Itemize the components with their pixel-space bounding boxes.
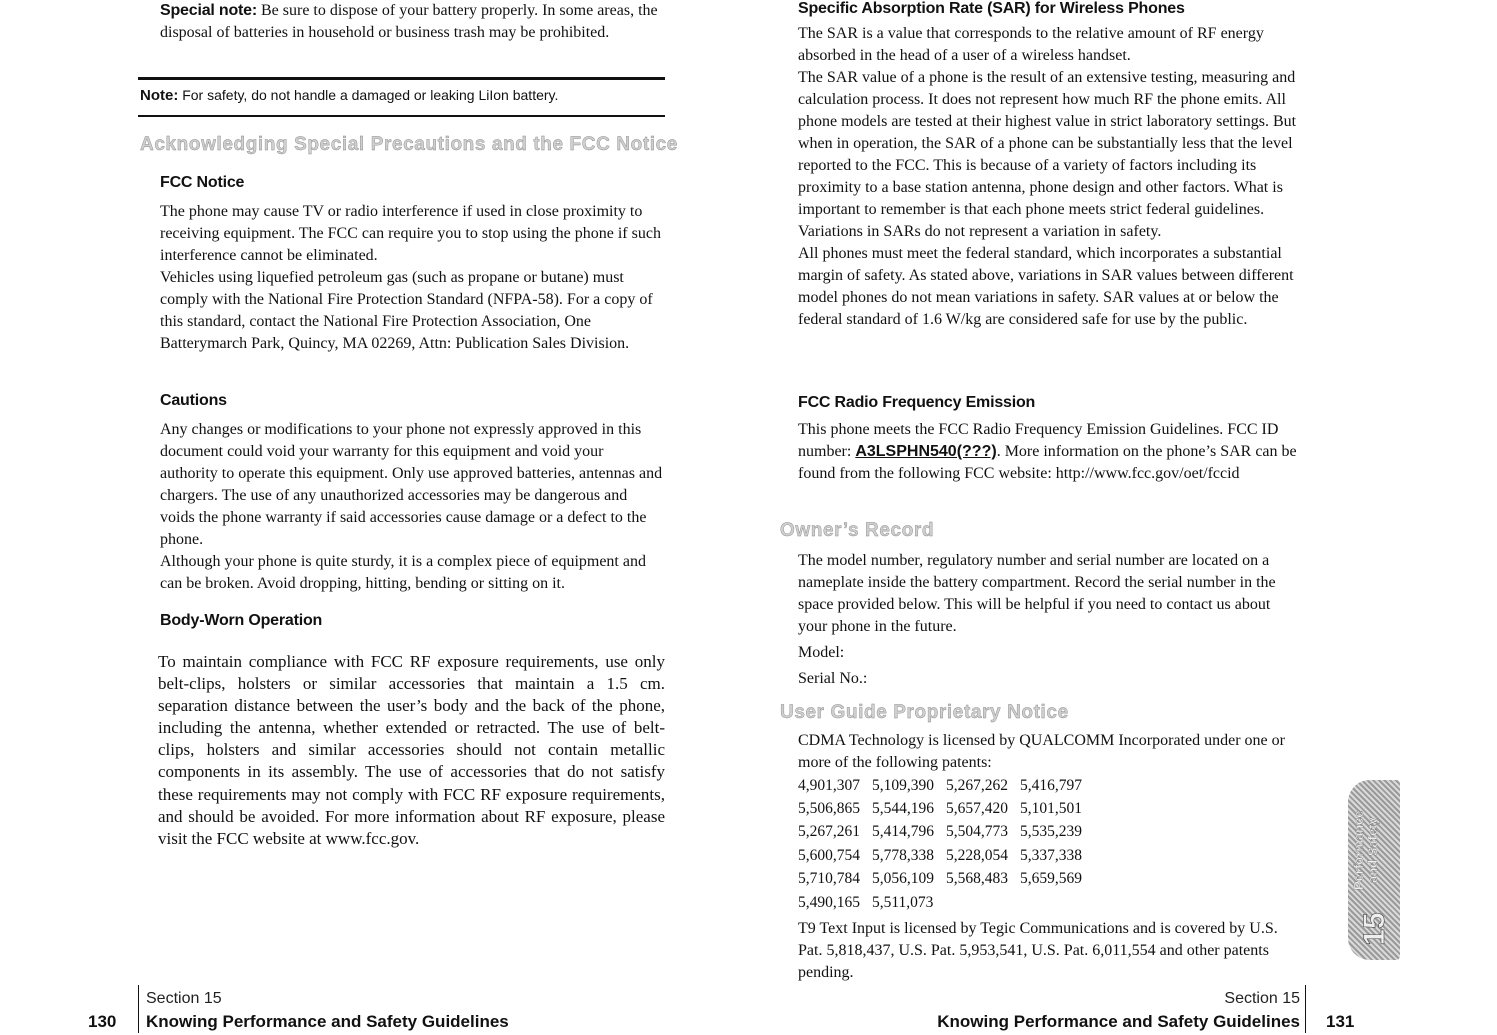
fcc-notice-heading: FCC Notice <box>160 174 245 191</box>
patent-cell: 5,337,338 <box>1020 846 1082 864</box>
patent-cell <box>1020 891 1094 914</box>
special-note-label: Special note: <box>160 2 257 19</box>
note-bottom-rule <box>138 115 665 117</box>
serial-label: Serial No.: <box>798 670 868 687</box>
patent-cell: 5,490,165 <box>798 893 860 911</box>
section-tab-label: Performance and Safety <box>1351 810 1380 890</box>
patent-cell: 5,535,239 <box>1020 823 1082 841</box>
patent-cell: 5,267,261 <box>798 823 860 841</box>
body-worn-heading: Body-Worn Operation <box>160 612 323 629</box>
t9-paragraph: T9 Text Input is licensed by Tegic Communications and is covered by U.S. Pat. 5,818,437, U.S. Pat. 5,953,541, U.S. Pat. 6,011,554 and other patents pending. <box>798 920 1278 981</box>
rf-body <box>798 419 1303 485</box>
sar-paragraph-2: The SAR value of a phone is the result of an extensive testing, measuring and calculation process. It does not represent how much RF the phone emits. All phone models are tested at their highest value in strict laboratory settings. But when in operation, the SAR of a phone can be substantially less that the level reported to the FCC. This is because of a variety of factors including its proximity to a base station antenna, phone design and other factors. What is important to remember is that each phone meets strict federal guidelines. Variations in SARs do not represent a variation in safety. <box>798 69 1297 240</box>
cautions-body <box>160 419 665 595</box>
sar-heading: Specific Absorption Rate (SAR) for Wireless Phones <box>798 0 1185 17</box>
table-row <box>798 797 1094 820</box>
page-number-left: 130 <box>88 1012 117 1031</box>
patent-cell: 5,109,390 <box>872 776 934 794</box>
patent-cell: 5,778,338 <box>872 846 934 864</box>
footer-title-left: Knowing Performance and Safety Guidelines <box>146 1012 509 1031</box>
patent-cell: 4,901,307 <box>798 776 860 794</box>
footer-section-right: Section 15 <box>1224 990 1300 1007</box>
section-tab-number: 15 <box>1358 912 1391 946</box>
note-text: For safety, do not handle a damaged or leaking LiIon battery. <box>178 87 559 103</box>
patent-cell: 5,504,773 <box>946 823 1008 841</box>
patents-table <box>798 774 1094 914</box>
sar-body <box>798 23 1303 331</box>
table-row <box>798 821 1094 844</box>
patent-cell: 5,267,262 <box>946 776 1008 794</box>
special-note-text: Be sure to dispose of your battery properly. In some areas, the disposal of batteries in household or business trash may be prohibited. <box>160 2 658 41</box>
patent-cell: 5,056,109 <box>872 870 934 888</box>
table-row <box>798 868 1094 891</box>
fcc-notice-paragraph-1: The phone may cause TV or radio interference if used in close proximity to receiving equipment. The FCC can require you to stop using the phone if such interference cannot be eliminated. <box>160 203 661 264</box>
cautions-heading: Cautions <box>160 392 227 409</box>
footer-section-left: Section 15 <box>146 990 222 1007</box>
patent-cell: 5,414,796 <box>872 823 934 841</box>
patent-cell: 5,657,420 <box>946 800 1008 818</box>
patent-cell <box>946 891 1020 914</box>
rf-text-before: This phone meets the FCC Radio Frequency Emission Guidelines. FCC ID number: <box>798 421 1279 460</box>
note-box <box>140 85 558 106</box>
section-title-precautions: Acknowledging Special Precautions and the FCC Notice <box>140 134 678 155</box>
patent-cell: 5,416,797 <box>1020 776 1082 794</box>
patent-cell: 5,710,784 <box>798 870 860 888</box>
section-title-owners-record: Owner’s Record <box>780 520 935 541</box>
fcc-notice-paragraph-2: Vehicles using liquefied petroleum gas (such as propane or butane) must comply with the National Fire Protection Standard (NFPA-58). For a copy of this standard, contact the National Fire Protection Association, One Batterymarch Park, Quincy, MA 02269, Attn: Publication Sales Division. <box>160 269 653 352</box>
patent-cell: 5,659,569 <box>1020 870 1082 888</box>
model-label: Model: <box>798 644 845 661</box>
fcc-id-link[interactable]: A3LSPHN540(???) <box>855 443 997 460</box>
footer-left-divider <box>138 985 139 1033</box>
footer-title-right: Knowing Performance and Safety Guidelines <box>937 1012 1300 1031</box>
patent-cell: 5,568,483 <box>946 870 1008 888</box>
sar-paragraph-3: All phones must meet the federal standard, which incorporates a substantial margin of safety. As stated above, variations in SAR values between different model phones do not mean variations in safety. SAR values at or below the federal standard of 1.6 W/kg are considered safe for use by the public. <box>798 245 1294 328</box>
patent-cell: 5,511,073 <box>872 893 934 911</box>
fcc-notice-body <box>160 201 665 355</box>
note-label: Note: <box>140 87 179 104</box>
patent-cell: 5,600,754 <box>798 846 860 864</box>
cautions-paragraph-2: Although your phone is quite sturdy, it is a complex piece of equipment and can be broken. Avoid dropping, hitting, bending or sitting on it. <box>160 553 646 592</box>
patent-cell: 5,544,196 <box>872 800 934 818</box>
body-worn-paragraph: To maintain compliance with FCC RF exposure requirements, use only belt-clips, holsters or similar accessories that maintain a 1.5 cm. separation distance between the user’s body and the back of the phone, including the antenna, whether extended or retracted. The use of belt-clips, holsters and similar accessories should not contain metallic components in its assembly. The use of accessories that do not satisfy these requirements may not comply with FCC RF exposure requirements, and should be avoided. For more information about RF exposure, please visit the FCC website at www.fcc.gov. <box>158 652 665 848</box>
section-title-proprietary: User Guide Proprietary Notice <box>780 702 1069 723</box>
special-note <box>160 0 665 44</box>
sar-paragraph-1: The SAR is a value that corresponds to the relative amount of RF energy absorbed in the head of a user of a wireless handset. <box>798 25 1264 64</box>
table-row <box>798 774 1094 797</box>
owners-body <box>798 550 1303 690</box>
owners-paragraph: The model number, regulatory number and serial number are located on a nameplate inside the battery compartment. Record the serial number in the space provided below. This will be helpful if you need to contact us about your phone in the future. <box>798 552 1276 635</box>
patent-cell: 5,101,501 <box>1020 800 1082 818</box>
table-row <box>798 891 1094 914</box>
rf-heading: FCC Radio Frequency Emission <box>798 394 1036 411</box>
cautions-paragraph-1: Any changes or modifications to your phone not expressly approved in this document could void your warranty for this equipment and void your authority to operate this equipment. Only use approved batteries, antennas and chargers. The use of any unauthorized accessories may be dangerous and voids the phone warranty if said accessories cause damage or a defect to the phone. <box>160 421 663 548</box>
footer-right-divider <box>1305 985 1306 1033</box>
cdma-paragraph: CDMA Technology is licensed by QUALCOMM Incorporated under one or more of the following patents: <box>798 732 1285 771</box>
note-top-rule <box>138 77 665 80</box>
page-number-right: 131 <box>1326 1012 1355 1031</box>
rf-text-after: . More information on the phone’s SAR can be found from the following FCC website: http://www.fcc.gov/oet/fccid <box>798 443 1297 482</box>
patent-cell: 5,228,054 <box>946 846 1008 864</box>
table-row <box>798 844 1094 867</box>
patent-cell: 5,506,865 <box>798 800 860 818</box>
